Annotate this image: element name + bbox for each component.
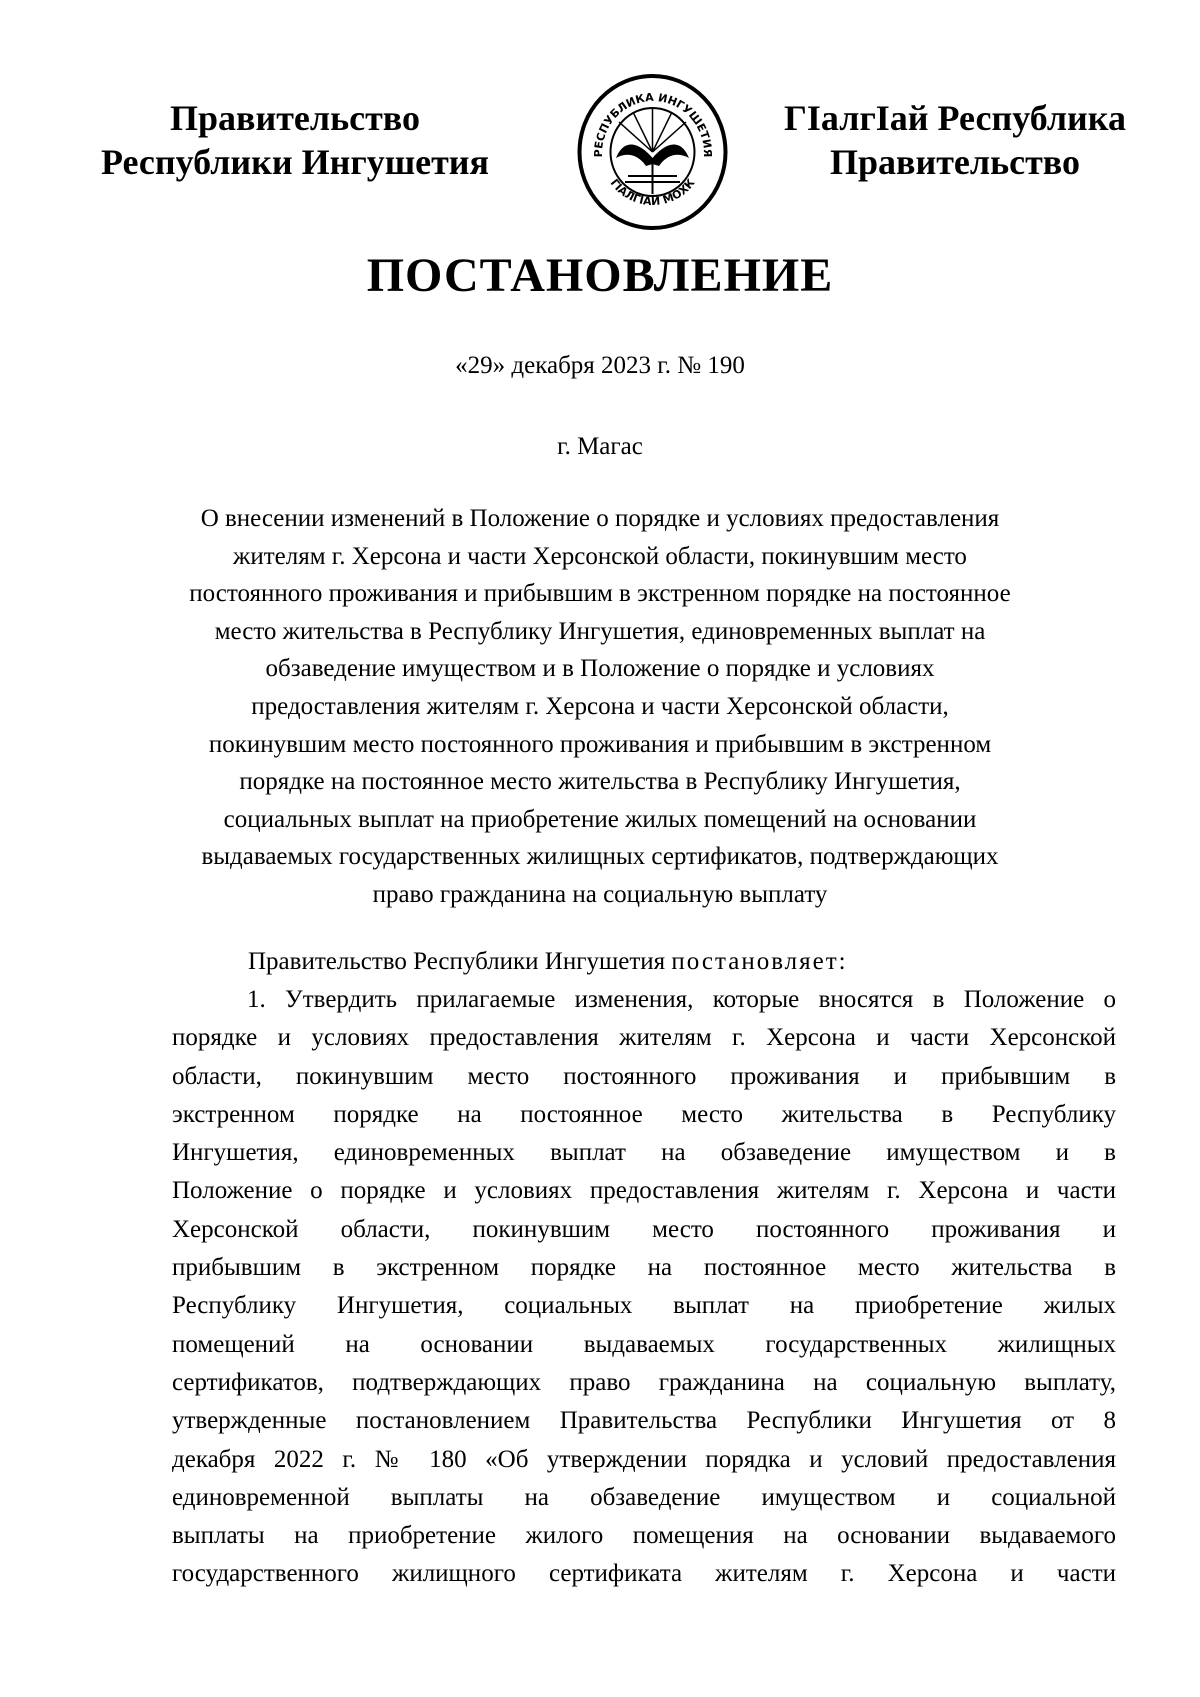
subject-line: обзаведение имуществом и в Положение о порядке и условиях xyxy=(265,655,935,683)
subject-line: постоянного проживания и прибывшим в экстренном порядке на постоянное xyxy=(189,580,1011,608)
body-line: помещений на основании выдаваемых государственных жилищных xyxy=(172,1330,1116,1358)
subject-line: О внесении изменений в Положение о порядке и условиях предоставления xyxy=(200,505,1000,532)
body-line: области, покинувшим место постоянного проживания и прибывшим в xyxy=(172,1062,1116,1090)
body-line: государственного жилищного сертификата жителям г. Херсона и части xyxy=(172,1560,1116,1588)
issuer-name-ingush xyxy=(765,96,1145,184)
body-line: выплаты на приобретение жилого помещения на основании выдаваемого xyxy=(172,1522,1116,1550)
body-line: декабря 2022 г. № 180 «Об утверждении порядка и условий предоставления xyxy=(172,1445,1116,1473)
issuer-name-line: Республики Ингушетия xyxy=(100,142,490,182)
body-line: 1. Утвердить прилагаемые изменения, которые вносятся в Положение о xyxy=(247,986,1116,1013)
document-subject xyxy=(150,500,1050,914)
body-line: прибывшим в экстренном порядке на постоянное место жительства в xyxy=(172,1254,1116,1282)
issuer-name-line: Правительство xyxy=(830,142,1080,182)
subject-line: социальных выплат на приобретение жилых помещений на основании xyxy=(223,805,977,833)
subject-line: место жительства в Республику Ингушетия, единовременных выплат на xyxy=(214,617,986,645)
emblem-text-bottom: ГIАЛГIАЙ МОХК xyxy=(607,176,698,209)
subject-line: предоставления жителям г. Херсона и части Херсонской области, xyxy=(251,692,949,720)
issuer-name-russian xyxy=(95,96,495,184)
emblem-text-top: РЕСПУБЛИКА ИНГУШЕТИЯ xyxy=(591,90,715,158)
body-line: Ингушетия, единовременных выплат на обзаведение имуществом и в xyxy=(172,1139,1116,1167)
preamble-verb: постановляет: xyxy=(671,948,848,975)
body-line: Республику Ингушетия, социальных выплат на приобретение жилых xyxy=(172,1292,1116,1320)
document-place: г. Магас xyxy=(557,433,643,460)
document-date-number: «29» декабря 2023 г. № 190 xyxy=(455,352,745,379)
resolution-body xyxy=(172,981,1116,1594)
body-line: единовременной выплаты на обзаведение имуществом и социальной xyxy=(172,1483,1116,1511)
preamble-lead: Правительство Республики Ингушетия xyxy=(248,948,666,975)
body-line: утвержденные постановлением Правительства Республики Ингушетия от 8 xyxy=(172,1407,1116,1435)
body-line: сертификатов, подтверждающих право гражданина на социальную выплату, xyxy=(172,1368,1116,1396)
body-line: порядке и условиях предоставления жителям г. Херсона и части Херсонской xyxy=(172,1024,1116,1052)
subject-line: право гражданина на социальную выплату xyxy=(372,880,828,908)
issuer-name-line: ГIалгIай Республика xyxy=(784,98,1126,138)
subject-line: порядке на постоянное место жительства в Республику Ингушетия, xyxy=(239,768,961,796)
body-line: Положение о порядке и условиях предоставления жителям г. Херсона и части xyxy=(172,1177,1116,1205)
subject-line: выдаваемых государственных жилищных сертификатов, подтверждающих xyxy=(201,843,999,871)
subject-line: покинувшим место постоянного проживания и прибывшим в экстренном xyxy=(208,730,992,758)
coat-of-arms-icon xyxy=(575,72,730,232)
preamble xyxy=(248,943,848,981)
subject-line: жителям г. Херсона и части Херсонской области, покинувшим место xyxy=(233,542,967,570)
issuer-name-line: Правительство xyxy=(170,98,420,138)
document-title: ПОСТАНОВЛЕНИЕ xyxy=(366,249,834,302)
body-line: Херсонской области, покинувшим место постоянного проживания и xyxy=(172,1215,1116,1243)
body-line: экстренном порядке на постоянное место жительства в Республику xyxy=(172,1100,1116,1128)
